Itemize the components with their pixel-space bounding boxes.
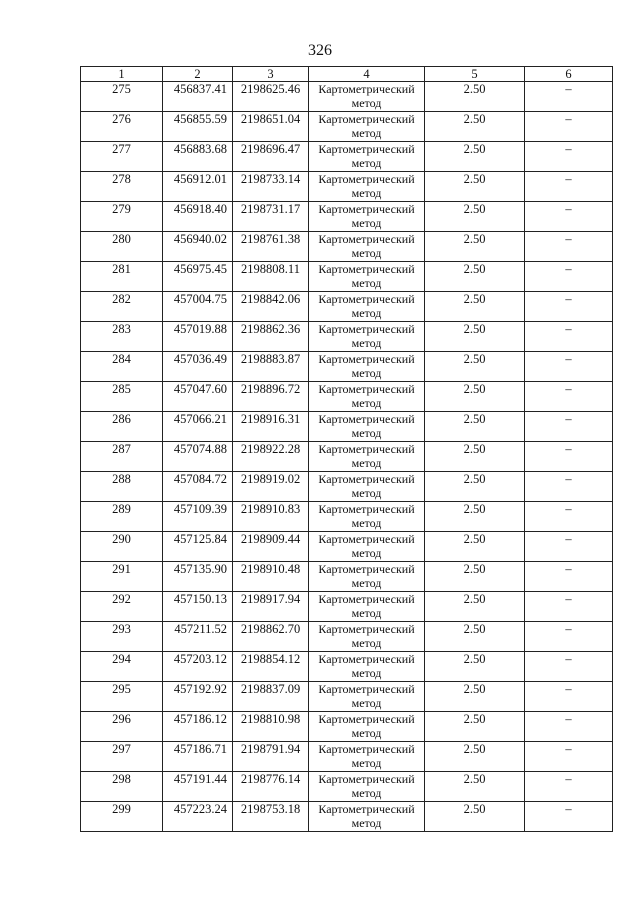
point-number-cell: 287: [81, 442, 163, 472]
x-coordinate-cell: 456837.41: [163, 82, 233, 112]
method-cell: [309, 622, 425, 652]
accuracy-cell: 2.50: [425, 652, 525, 682]
point-number-cell: 299: [81, 802, 163, 832]
x-coordinate-cell: 456912.01: [163, 172, 233, 202]
accuracy-cell: 2.50: [425, 142, 525, 172]
method-line-2: метод: [351, 126, 382, 140]
y-coordinate-cell: 2198810.98: [233, 712, 309, 742]
x-coordinate-cell: 457191.44: [163, 772, 233, 802]
table-row: [81, 322, 613, 352]
description-cell: –: [525, 592, 613, 622]
accuracy-cell: 2.50: [425, 772, 525, 802]
description-cell: –: [525, 202, 613, 232]
accuracy-cell: 2.50: [425, 532, 525, 562]
table-row: [81, 232, 613, 262]
x-coordinate-cell: 456940.02: [163, 232, 233, 262]
column-header-3: 3: [233, 67, 309, 82]
method-cell: [309, 472, 425, 502]
point-number-cell: 283: [81, 322, 163, 352]
method-line-2: метод: [351, 636, 382, 650]
point-number-cell: 288: [81, 472, 163, 502]
method-line-2: метод: [351, 246, 382, 260]
description-cell: –: [525, 412, 613, 442]
description-cell: –: [525, 772, 613, 802]
point-number-cell: 278: [81, 172, 163, 202]
method-cell: [309, 292, 425, 322]
method-cell: [309, 442, 425, 472]
column-header-1: 1: [81, 67, 163, 82]
accuracy-cell: 2.50: [425, 682, 525, 712]
table-row: [81, 202, 613, 232]
table-row: [81, 712, 613, 742]
method-cell: [309, 562, 425, 592]
table-body: [81, 82, 613, 832]
x-coordinate-cell: 457211.52: [163, 622, 233, 652]
table-row: [81, 742, 613, 772]
method-line-2: метод: [351, 816, 382, 830]
table-row: [81, 172, 613, 202]
accuracy-cell: 2.50: [425, 472, 525, 502]
y-coordinate-cell: 2198909.44: [233, 532, 309, 562]
description-cell: –: [525, 82, 613, 112]
table-row: [81, 262, 613, 292]
accuracy-cell: 2.50: [425, 202, 525, 232]
y-coordinate-cell: 2198696.47: [233, 142, 309, 172]
table-row: [81, 352, 613, 382]
point-number-cell: 298: [81, 772, 163, 802]
method-line-1: Картометрический: [318, 682, 415, 696]
accuracy-cell: 2.50: [425, 112, 525, 142]
y-coordinate-cell: 2198731.17: [233, 202, 309, 232]
method-line-1: Картометрический: [318, 442, 415, 456]
table-row: [81, 562, 613, 592]
method-line-2: метод: [351, 576, 382, 590]
method-cell: [309, 322, 425, 352]
method-line-1: Картометрический: [318, 382, 415, 396]
accuracy-cell: 2.50: [425, 442, 525, 472]
method-line-1: Картометрический: [318, 562, 415, 576]
point-number-cell: 286: [81, 412, 163, 442]
accuracy-cell: 2.50: [425, 712, 525, 742]
method-line-1: Картометрический: [318, 802, 415, 816]
y-coordinate-cell: 2198808.11: [233, 262, 309, 292]
method-line-2: метод: [351, 666, 382, 680]
x-coordinate-cell: 457036.49: [163, 352, 233, 382]
page-number: 326: [308, 42, 332, 59]
y-coordinate-cell: 2198651.04: [233, 112, 309, 142]
accuracy-cell: 2.50: [425, 262, 525, 292]
x-coordinate-cell: 456883.68: [163, 142, 233, 172]
accuracy-cell: 2.50: [425, 232, 525, 262]
description-cell: –: [525, 712, 613, 742]
method-line-2: метод: [351, 726, 382, 740]
description-cell: –: [525, 322, 613, 352]
x-coordinate-cell: 456918.40: [163, 202, 233, 232]
method-line-2: метод: [351, 96, 382, 110]
method-cell: [309, 412, 425, 442]
method-cell: [309, 712, 425, 742]
description-cell: –: [525, 622, 613, 652]
method-cell: [309, 652, 425, 682]
point-number-cell: 290: [81, 532, 163, 562]
point-number-cell: 281: [81, 262, 163, 292]
y-coordinate-cell: 2198625.46: [233, 82, 309, 112]
point-number-cell: 294: [81, 652, 163, 682]
method-line-2: метод: [351, 426, 382, 440]
method-line-2: метод: [351, 306, 382, 320]
x-coordinate-cell: 457135.90: [163, 562, 233, 592]
method-line-2: метод: [351, 156, 382, 170]
accuracy-cell: 2.50: [425, 322, 525, 352]
header-row: [81, 67, 613, 82]
table-row: [81, 82, 613, 112]
method-line-2: метод: [351, 486, 382, 500]
point-number-cell: 284: [81, 352, 163, 382]
method-cell: [309, 742, 425, 772]
description-cell: –: [525, 502, 613, 532]
y-coordinate-cell: 2198837.09: [233, 682, 309, 712]
description-cell: –: [525, 742, 613, 772]
x-coordinate-cell: 457066.21: [163, 412, 233, 442]
method-line-2: метод: [351, 186, 382, 200]
point-number-cell: 277: [81, 142, 163, 172]
column-header-2: 2: [163, 67, 233, 82]
point-number-cell: 276: [81, 112, 163, 142]
point-number-cell: 295: [81, 682, 163, 712]
table-row: [81, 112, 613, 142]
method-line-1: Картометрический: [318, 652, 415, 666]
y-coordinate-cell: 2198910.48: [233, 562, 309, 592]
table-row: [81, 382, 613, 412]
accuracy-cell: 2.50: [425, 502, 525, 532]
point-number-cell: 289: [81, 502, 163, 532]
method-cell: [309, 172, 425, 202]
table-header: [81, 67, 613, 82]
method-line-2: метод: [351, 546, 382, 560]
y-coordinate-cell: 2198910.83: [233, 502, 309, 532]
description-cell: –: [525, 562, 613, 592]
description-cell: –: [525, 142, 613, 172]
method-cell: [309, 772, 425, 802]
point-number-cell: 282: [81, 292, 163, 322]
description-cell: –: [525, 382, 613, 412]
description-cell: –: [525, 172, 613, 202]
method-line-1: Картометрический: [318, 82, 415, 96]
x-coordinate-cell: 457004.75: [163, 292, 233, 322]
method-line-1: Картометрический: [318, 592, 415, 606]
accuracy-cell: 2.50: [425, 592, 525, 622]
table-row: [81, 142, 613, 172]
table-row: [81, 292, 613, 322]
description-cell: –: [525, 352, 613, 382]
y-coordinate-cell: 2198776.14: [233, 772, 309, 802]
table-row: [81, 502, 613, 532]
point-number-cell: 285: [81, 382, 163, 412]
y-coordinate-cell: 2198791.94: [233, 742, 309, 772]
y-coordinate-cell: 2198862.70: [233, 622, 309, 652]
point-number-cell: 291: [81, 562, 163, 592]
method-line-1: Картометрический: [318, 172, 415, 186]
method-line-1: Картометрический: [318, 772, 415, 786]
table-row: [81, 802, 613, 832]
point-number-cell: 293: [81, 622, 163, 652]
table-row: [81, 772, 613, 802]
method-line-1: Картометрический: [318, 322, 415, 336]
x-coordinate-cell: 457019.88: [163, 322, 233, 352]
description-cell: –: [525, 262, 613, 292]
method-line-1: Картометрический: [318, 112, 415, 126]
method-line-1: Картометрический: [318, 352, 415, 366]
table-row: [81, 442, 613, 472]
method-line-1: Картометрический: [318, 202, 415, 216]
method-line-2: метод: [351, 456, 382, 470]
table-row: [81, 592, 613, 622]
method-line-2: метод: [351, 606, 382, 620]
method-cell: [309, 202, 425, 232]
accuracy-cell: 2.50: [425, 802, 525, 832]
method-line-1: Картометрический: [318, 712, 415, 726]
method-cell: [309, 262, 425, 292]
method-line-1: Картометрический: [318, 472, 415, 486]
x-coordinate-cell: 457203.12: [163, 652, 233, 682]
method-line-2: метод: [351, 276, 382, 290]
y-coordinate-cell: 2198919.02: [233, 472, 309, 502]
method-line-1: Картометрический: [318, 532, 415, 546]
method-cell: [309, 802, 425, 832]
y-coordinate-cell: 2198922.28: [233, 442, 309, 472]
method-line-1: Картометрический: [318, 412, 415, 426]
point-number-cell: 275: [81, 82, 163, 112]
method-line-2: метод: [351, 216, 382, 230]
method-line-1: Картометрический: [318, 142, 415, 156]
accuracy-cell: 2.50: [425, 412, 525, 442]
method-line-2: метод: [351, 756, 382, 770]
table-row: [81, 472, 613, 502]
method-cell: [309, 382, 425, 412]
table-row: [81, 532, 613, 562]
y-coordinate-cell: 2198917.94: [233, 592, 309, 622]
point-number-cell: 297: [81, 742, 163, 772]
point-number-cell: 279: [81, 202, 163, 232]
method-line-2: метод: [351, 516, 382, 530]
method-line-1: Картометрический: [318, 622, 415, 636]
y-coordinate-cell: 2198916.31: [233, 412, 309, 442]
x-coordinate-cell: 457125.84: [163, 532, 233, 562]
column-header-6: 6: [525, 67, 613, 82]
y-coordinate-cell: 2198883.87: [233, 352, 309, 382]
method-line-1: Картометрический: [318, 262, 415, 276]
method-line-2: метод: [351, 396, 382, 410]
method-cell: [309, 532, 425, 562]
x-coordinate-cell: 457047.60: [163, 382, 233, 412]
point-number-cell: 296: [81, 712, 163, 742]
y-coordinate-cell: 2198842.06: [233, 292, 309, 322]
method-cell: [309, 232, 425, 262]
method-cell: [309, 112, 425, 142]
x-coordinate-cell: 457074.88: [163, 442, 233, 472]
description-cell: –: [525, 442, 613, 472]
description-cell: –: [525, 292, 613, 322]
x-coordinate-cell: 457186.12: [163, 712, 233, 742]
y-coordinate-cell: 2198854.12: [233, 652, 309, 682]
method-line-1: Картометрический: [318, 232, 415, 246]
method-line-2: метод: [351, 336, 382, 350]
accuracy-cell: 2.50: [425, 292, 525, 322]
method-line-2: метод: [351, 696, 382, 710]
method-cell: [309, 502, 425, 532]
x-coordinate-cell: 456975.45: [163, 262, 233, 292]
method-cell: [309, 352, 425, 382]
accuracy-cell: 2.50: [425, 382, 525, 412]
table-row: [81, 622, 613, 652]
y-coordinate-cell: 2198733.14: [233, 172, 309, 202]
accuracy-cell: 2.50: [425, 352, 525, 382]
description-cell: –: [525, 532, 613, 562]
description-cell: –: [525, 802, 613, 832]
table-row: [81, 682, 613, 712]
y-coordinate-cell: 2198753.18: [233, 802, 309, 832]
x-coordinate-cell: 457109.39: [163, 502, 233, 532]
y-coordinate-cell: 2198862.36: [233, 322, 309, 352]
method-line-1: Картометрический: [318, 292, 415, 306]
method-line-2: метод: [351, 366, 382, 380]
table-row: [81, 412, 613, 442]
description-cell: –: [525, 232, 613, 262]
method-line-2: метод: [351, 786, 382, 800]
accuracy-cell: 2.50: [425, 622, 525, 652]
y-coordinate-cell: 2198761.38: [233, 232, 309, 262]
table-row: [81, 652, 613, 682]
accuracy-cell: 2.50: [425, 742, 525, 772]
x-coordinate-cell: 457186.71: [163, 742, 233, 772]
x-coordinate-cell: 457192.92: [163, 682, 233, 712]
x-coordinate-cell: 457084.72: [163, 472, 233, 502]
accuracy-cell: 2.50: [425, 82, 525, 112]
method-line-1: Картометрический: [318, 502, 415, 516]
point-number-cell: 280: [81, 232, 163, 262]
method-cell: [309, 682, 425, 712]
method-cell: [309, 82, 425, 112]
x-coordinate-cell: 457150.13: [163, 592, 233, 622]
column-header-4: 4: [309, 67, 425, 82]
coordinates-table: [80, 66, 613, 832]
point-number-cell: 292: [81, 592, 163, 622]
accuracy-cell: 2.50: [425, 562, 525, 592]
description-cell: –: [525, 652, 613, 682]
description-cell: –: [525, 682, 613, 712]
method-cell: [309, 592, 425, 622]
y-coordinate-cell: 2198896.72: [233, 382, 309, 412]
accuracy-cell: 2.50: [425, 172, 525, 202]
method-cell: [309, 142, 425, 172]
x-coordinate-cell: 457223.24: [163, 802, 233, 832]
x-coordinate-cell: 456855.59: [163, 112, 233, 142]
description-cell: –: [525, 472, 613, 502]
method-line-1: Картометрический: [318, 742, 415, 756]
description-cell: –: [525, 112, 613, 142]
column-header-5: 5: [425, 67, 525, 82]
